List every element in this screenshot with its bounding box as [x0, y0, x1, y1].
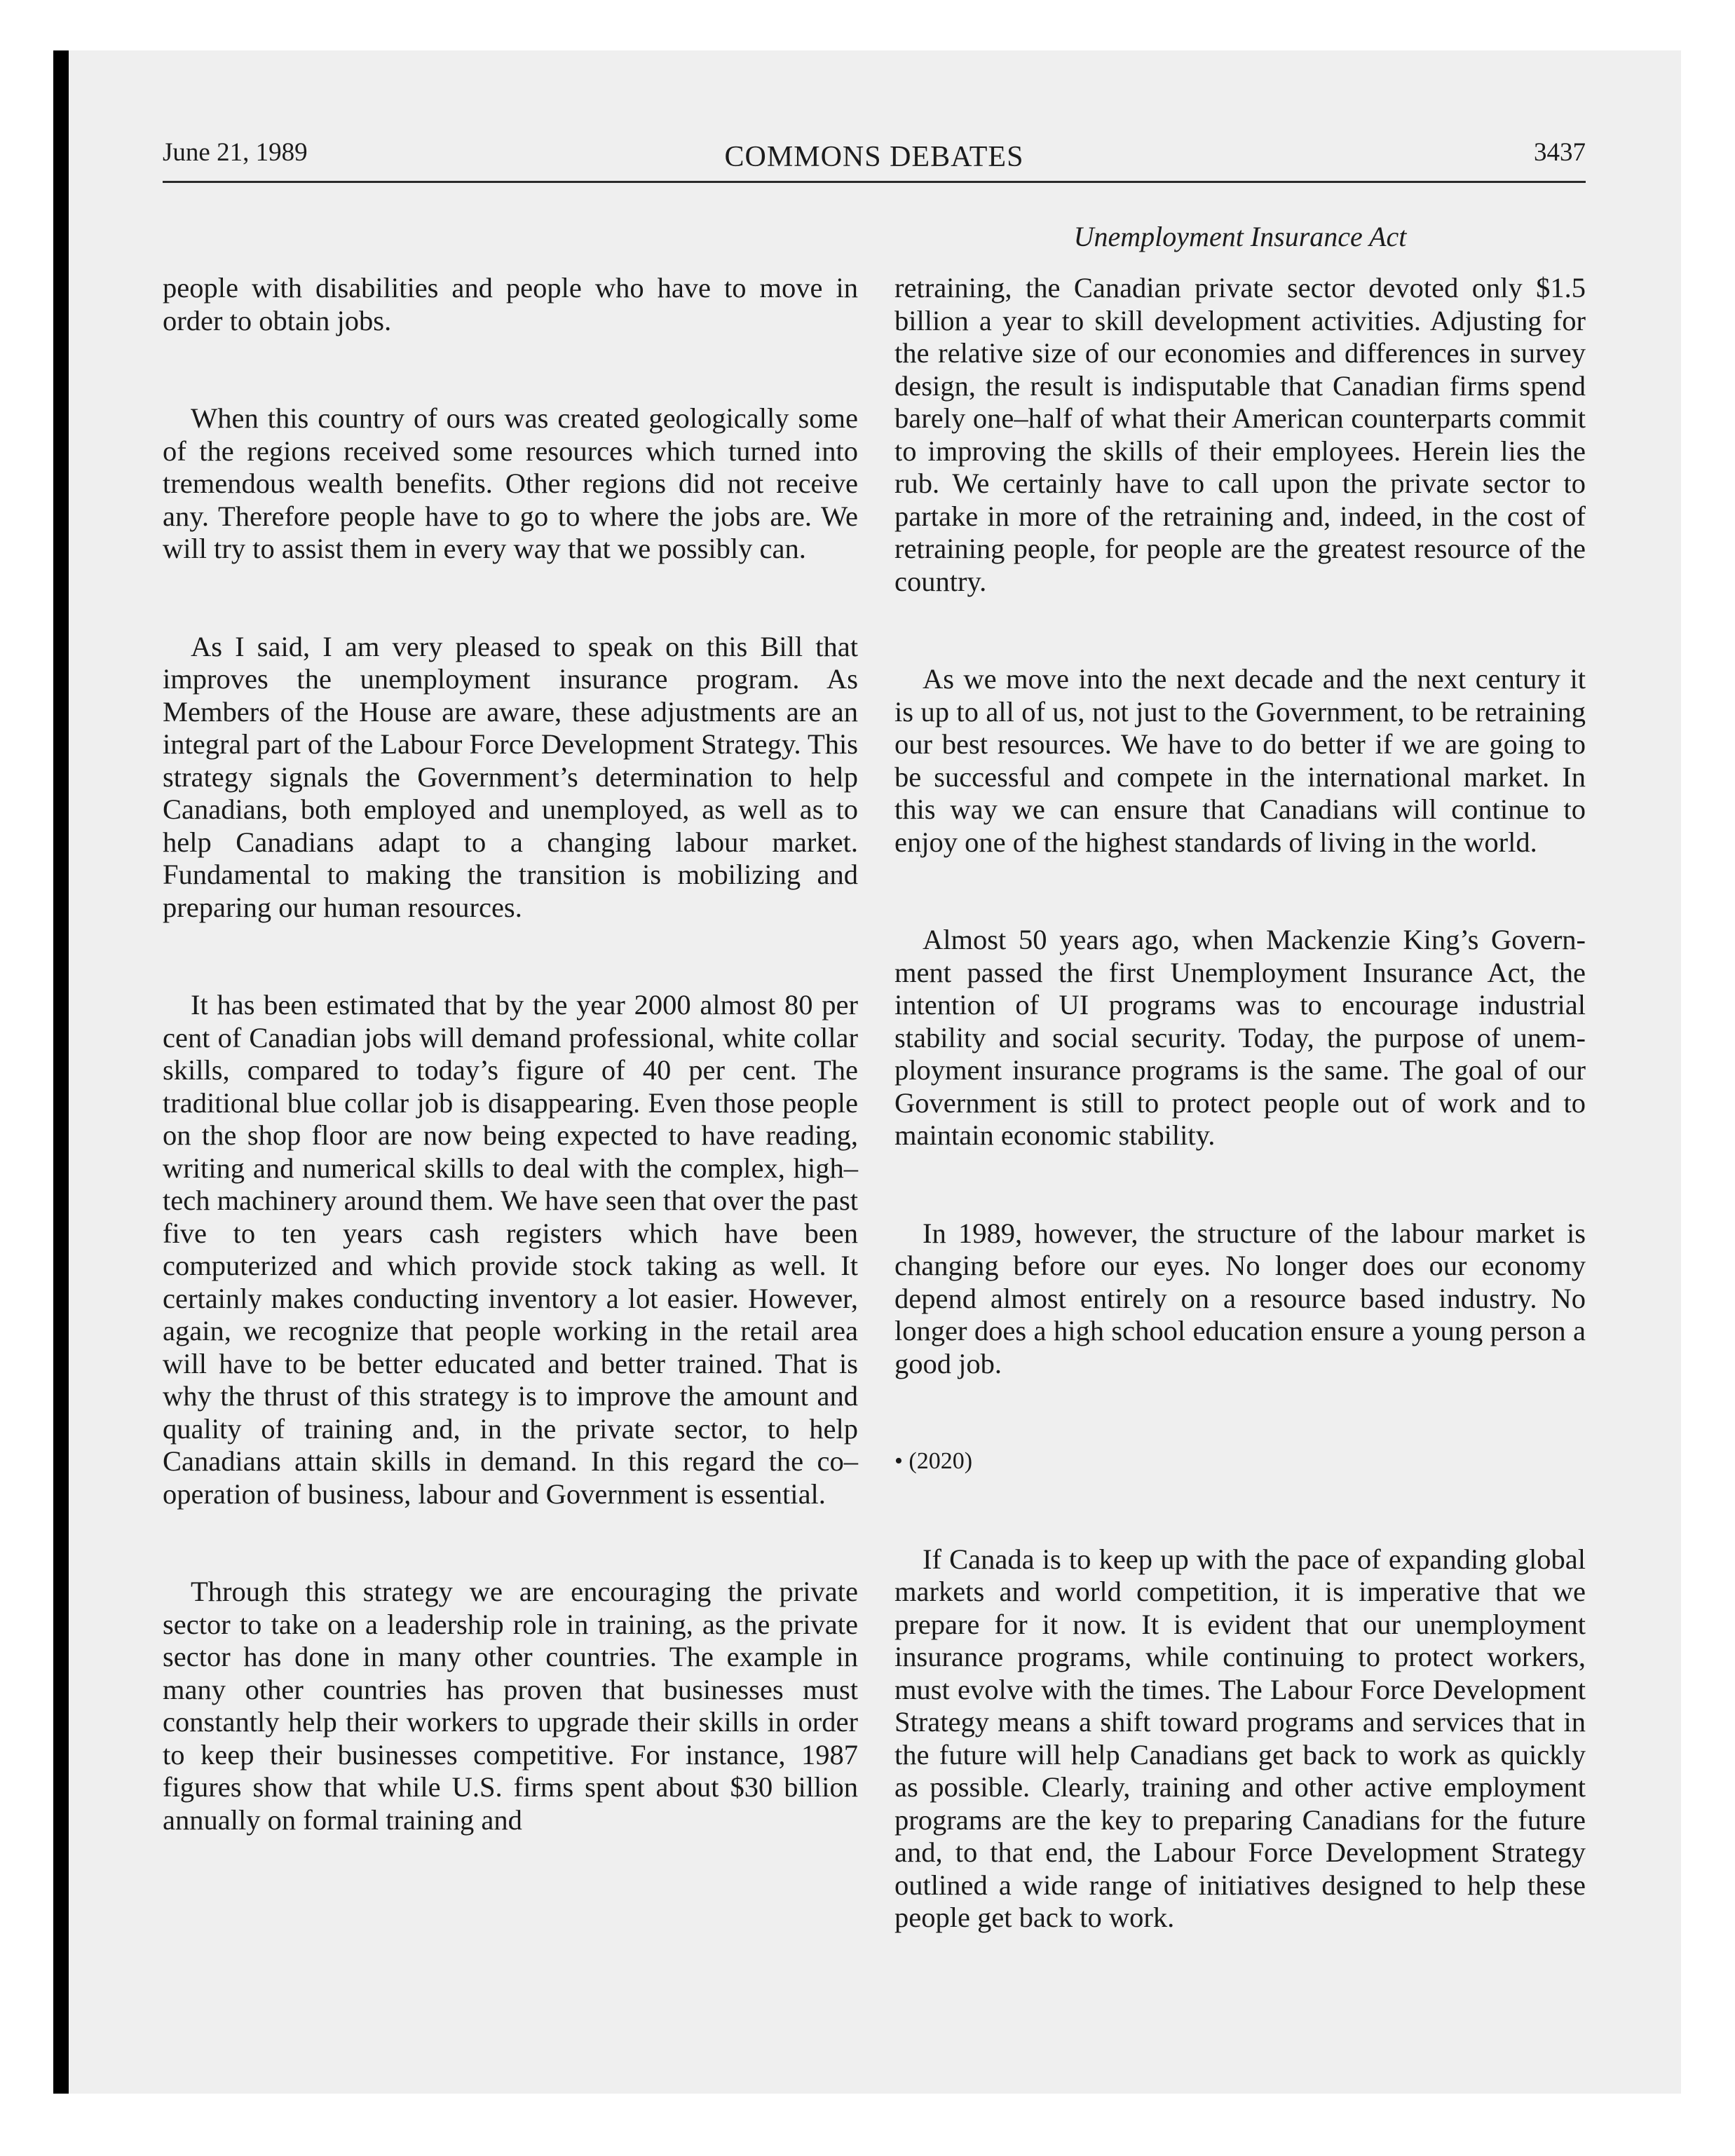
- paragraph: As we move into the next decade and the next century it is up to all of us, not just to the Government, to be retraining our best resources. We have to do better if we are going to be successful and compete in the international market. In this way we can ensure that Canadians will continue to enjoy one of the highest standards of living in the world.: [894, 663, 1586, 858]
- paragraph: Almost 50 years ago, when Mackenzie King’s Government passed the first Unemployment Insurance Act, the intention of UI programs was to encourage industrial stability and social security. Today, the purpose of unemployment insurance programs is the same. The goal of our Government is still to protect people out of work and to maintain economic stability.: [894, 924, 1586, 1151]
- running-head: Unemployment Insurance Act: [1073, 221, 1407, 252]
- header-page-number: 3437: [1534, 138, 1586, 167]
- time-marker: • (2020): [894, 1448, 973, 1474]
- header-date: June 21, 1989: [163, 138, 308, 167]
- paragraph: retraining, the Canadian private sector devoted only $1.5 billion a year to skill development activities. Adjusting for the relative size of our economies and differences in survey design, the result is indisputable that Canadian firms spend barely one–half of what their American counterparts commit to improving the skills of their employees. Herein lies the rub. We certainly have to call upon the private sector to partake in more of the retraining and, indeed, in the cost of retraining people, for people are the greatest resource of the country.: [894, 272, 1586, 597]
- paragraph: people with disabilities and people who have to move in order to obtain jobs.: [163, 272, 858, 336]
- paragraph: In 1989, however, the structure of the labour market is changing before our eyes. No longer does our economy depend almost entirely on a resource based industry. No longer does a high school education ensure a young person a good job.: [894, 1217, 1586, 1379]
- header-title: COMMONS DEBATES: [724, 141, 1024, 173]
- paragraph: As I said, I am very pleased to speak on this Bill that improves the unemployment insurance program. As Members of the House are aware, these adjustments are an integral part of the Labour Force Development Strategy. This strategy signals the Government’s determination to help Canadians, both employed and unemployed, as well as to help Canadians adapt to a changing labour market. Fundamental to making the transition is mobilizing and preparing our human resources.: [163, 630, 858, 923]
- right-column: [894, 272, 1586, 1935]
- left-column: [163, 272, 858, 1836]
- paragraph: It has been estimated that by the year 2000 almost 80 per cent of Canadian jobs will demand professional, white collar skills, compared to today’s figure of 40 per cent. The traditional blue collar job is disappearing. Even those people on the shop floor are now being expected to have reading, writing and numerical skills to deal with the complex, high–tech machinery around them. We have seen that over the past five to ten years cash registers which have been computerized and which provide stock taking as well. It certainly makes conducting inventory a lot easier. However, again, we recognize that people working in the retail area will have to be better educated and better trained. That is why the thrust of this strategy is to improve the amount and quality of training and, in the private sector, to help Canadians attain skills in demand. In this regard the co–operation of business, labour and Government is essential.: [163, 989, 858, 1510]
- paragraph: Through this strategy we are encouraging the private sector to take on a leadership role in training, as the private sector has done in many other countries. The example in many other countries has proven that businesses must constantly help their workers to upgrade their skills in order to keep their businesses competitive. For instance, 1987 figures show that while U.S. firms spent about $30 billion annually on formal training and: [163, 1576, 858, 1836]
- scan-edge-shadow: [53, 50, 69, 2094]
- paragraph: When this country of ours was created geologically some of the regions received some resources which turned into tremendous wealth benefits. Other regions did not receive any. Therefore people have to go to where the jobs are. We will try to assist them in every way that we possibly can.: [163, 402, 858, 564]
- paragraph: If Canada is to keep up with the pace of expanding global markets and world competition, it is imperative that we prepare for it now. It is evident that our unemployment insurance programs, while continuing to protect workers, must evolve with the times. The Labour Force Development Strategy means a shift toward programs and services that in the future will help Canadians get back to work as quickly as possible. Clearly, training and other active employment programs are the key to preparing Canadians for the future and, to that end, the Labour Force Development Strategy outlined a wide range of initiatives designed to help these people get back to work.: [894, 1543, 1586, 1933]
- header-rule: [163, 181, 1586, 183]
- page-header: [163, 139, 1586, 181]
